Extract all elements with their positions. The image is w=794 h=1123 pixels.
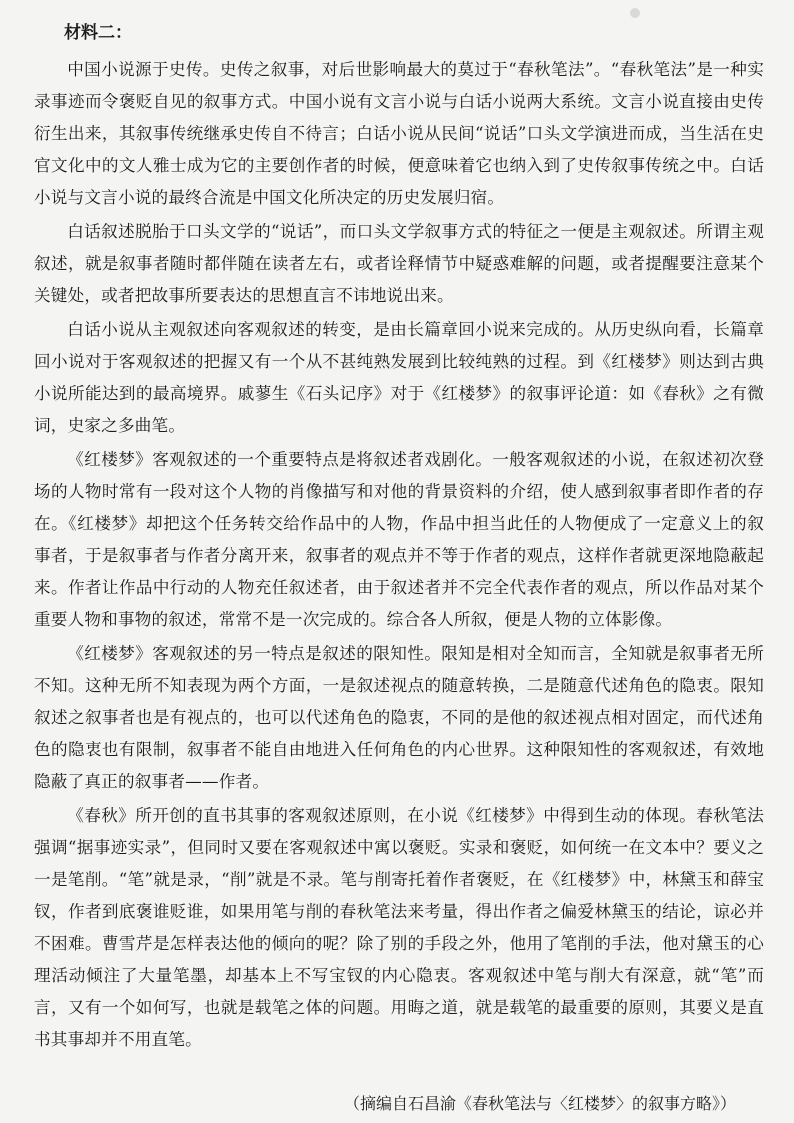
paragraph-5: 《红楼梦》客观叙述的另一特点是叙述的限知性。限知是相对全知而言，全知就是叙事者无所不知。这种无所不知表现为两个方面，一是叙述视点的随意转换，二是随意代述角色的隐衷。限知叙述之叙事者也是有视点的，也可以代述角色的隐衷，不同的是他的叙述视点相对固定，而代述角色的隐衷也有限制，叙事者不能自由地进入任何角色的内心世界。这种限知性的客观叙述，有效地隐蔽了真正的叙事者——作者。 <box>34 644 764 791</box>
section-heading: 材料二： <box>64 23 132 43</box>
paragraph-2: 白话叙述脱胎于口头文学的“说话”，而口头文学叙事方式的特征之一便是主观叙述。所谓主观叙述，就是叙事者随时都伴随在读者左右，或者诠释情节中疑惑难解的问题，或者提醒要注意某个关键处，或者把故事所要表达的思想直言不讳地说出来。 <box>34 222 764 305</box>
paragraph-3: 白话小说从主观叙述向客观叙述的转变，是由长篇章回小说来完成的。从历史纵向看，长篇章回小说对于客观叙述的把握又有一个从不甚纯熟发展到比较纯熟的过程。到《红楼梦》则达到古典小说所能达到的最高境界。戚蓼生《石头记序》对于《红楼梦》的叙事评论道：如《春秋》之有微词，史家之多曲笔。 <box>34 320 764 435</box>
paragraph-1: 中国小说源于史传。史传之叙事，对后世影响最大的莫过于“春秋笔法”。“春秋笔法”是一种实录事迹而令褒贬自见的叙事方式。中国小说有文言小说与白话小说两大系统。文言小说直接由史传衍生出来，其叙事传统继承史传自不待言；白话小说从民间“说话”口头文学演进而成，当生活在史官文化中的文人雅士成为它的主要创作者的时候，便意味着它也纳入到了史传叙事传统之中。白话小说与文言小说的最终合流是中国文化所决定的历史发展归宿。 <box>34 60 764 207</box>
paragraph-4: 《红楼梦》客观叙述的一个重要特点是将叙述者戏剧化。一般客观叙述的小说，在叙述初次登场的人物时常有一段对这个人物的肖像描写和对他的背景资料的介绍，使人感到叙事者即作者的存在。《红楼梦》却把这个任务转交给作品中的人物，作品中担当此任的人物便成了一定意义上的叙事者，于是叙事者与作者分离开来，叙事者的观点并不等于作者的观点，这样作者就更深地隐蔽起来。作者让作品中行动的人物充任叙述者，由于叙述者并不完全代表作者的观点，所以作品对某个重要人物和事物的叙述，常常不是一次完成的。综合各人所叙，便是人物的立体影像。 <box>34 450 764 629</box>
scan-smudge <box>630 8 640 18</box>
source-citation: （摘编自石昌渝《春秋笔法与〈红楼梦〉的叙事方略》） <box>343 1094 736 1113</box>
paragraph-6: 《春秋》所开创的直书其事的客观叙述原则，在小说《红楼梦》中得到生动的体现。春秋笔法强调“据事迹实录”，但同时又要在客观叙述中寓以褒贬。实录和褒贬，如何统一在文本中？要义之一是笔削。“笔”就是录，“削”就是不录。笔与削寄托着作者褒贬，在《红楼梦》中，林黛玉和薛宝钗，作者到底褒谁贬谁，如果用笔与削的春秋笔法来考量，得出作者之偏爱林黛玉的结论，谅必并不困难。曹雪芹是怎样表达他的倾向的呢？除了别的手段之外，他用了笔削的手法，他对黛玉的心理活动倾注了大量笔墨，却基本上不写宝钗的内心隐衷。客观叙述中笔与削大有深意，就“笔”而言，又有一个如何写，也就是载笔之体的问题。用晦之道，就是载笔的最重要的原则，其要义是直书其事却并不用直笔。 <box>34 806 764 1049</box>
